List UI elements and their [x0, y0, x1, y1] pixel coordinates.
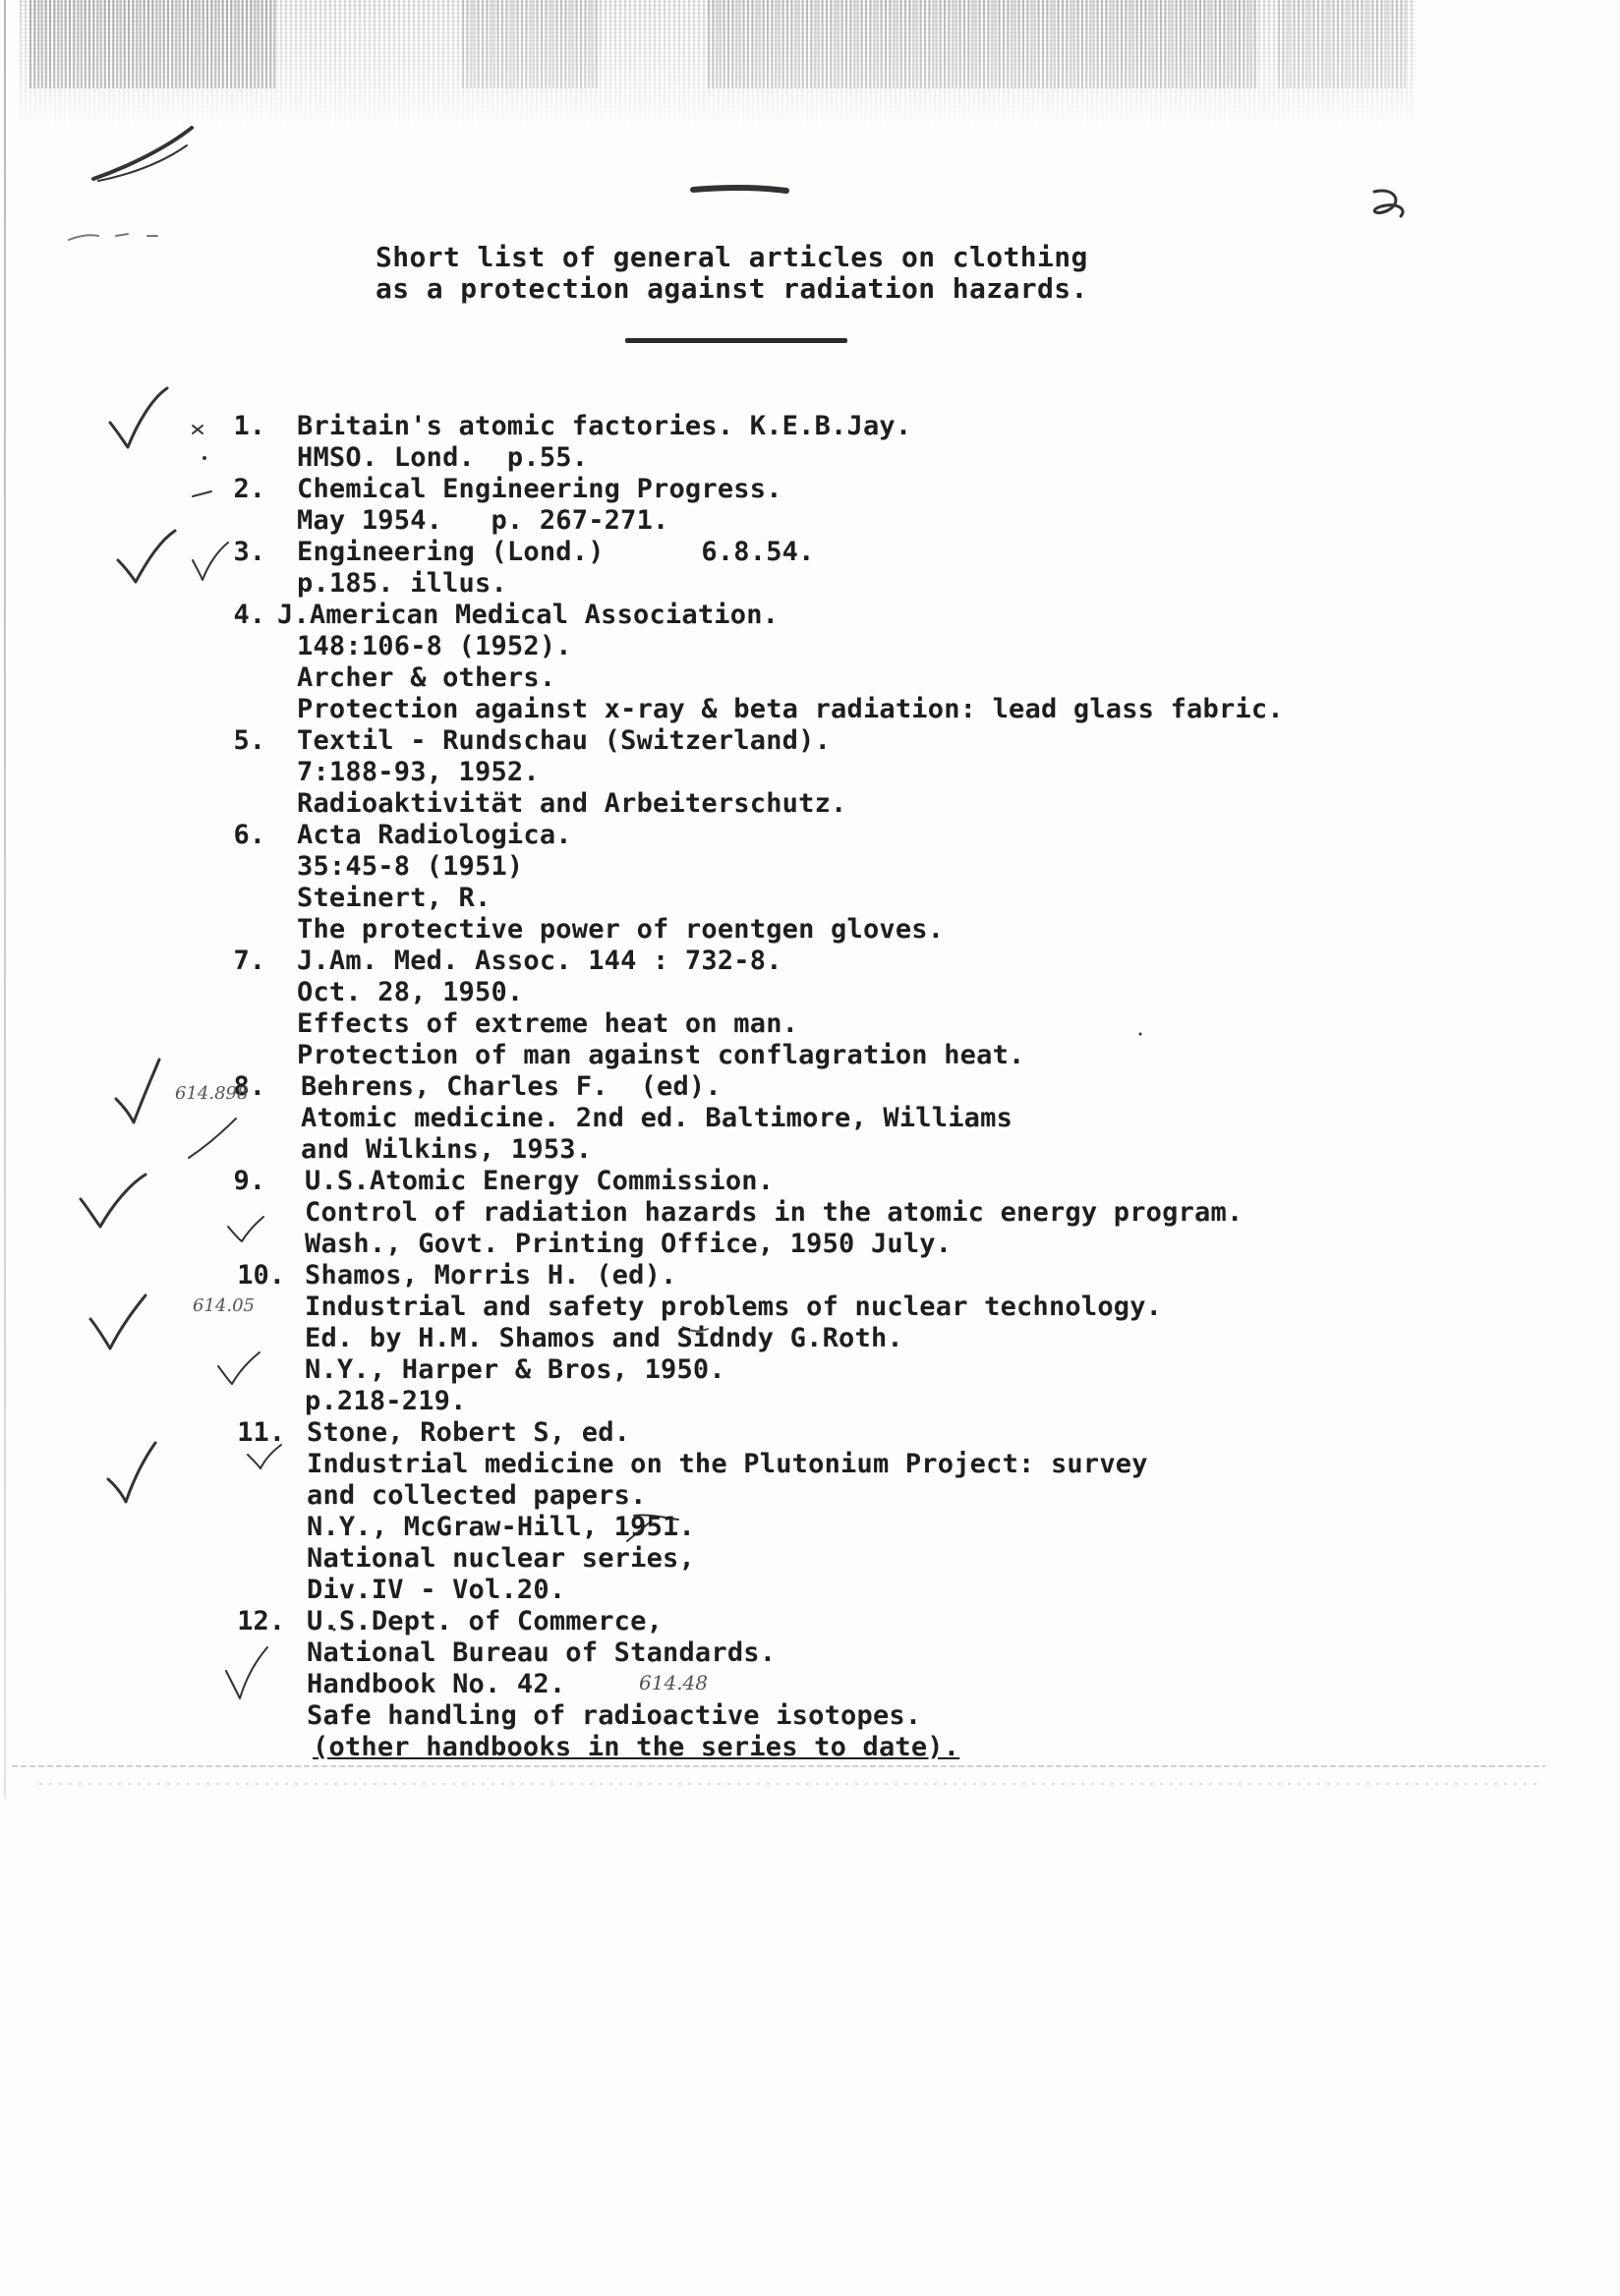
- check-mark-1: [110, 388, 167, 447]
- entry-5-number: 5.: [233, 725, 265, 756]
- check-mark-3: [118, 531, 175, 582]
- entry-12-line-4: Safe handling of radioactive isotopes.: [307, 1700, 922, 1731]
- check-mark-8: [116, 1060, 159, 1122]
- entry-12-line-5: (other handbooks in the series to date).: [313, 1732, 960, 1762]
- entry-11-line-1: Stone, Robert S, ed.: [307, 1417, 631, 1448]
- entry-11-line-5: National nuclear series,: [307, 1543, 695, 1574]
- entry-8-line-2: Atomic medicine. 2nd ed. Baltimore, Williams: [301, 1103, 1013, 1133]
- entry-10-line-4: N.Y., Harper & Bros, 1950.: [305, 1354, 725, 1385]
- title-underline: [625, 338, 847, 343]
- entry-6-line-3: Steinert, R.: [297, 883, 492, 913]
- entry-1-line-2: HMSO. Lond. p.55.: [297, 442, 589, 473]
- entry-9-line-1: U.S.Atomic Energy Commission.: [305, 1166, 775, 1196]
- entry-4-line-3: Archer & others.: [297, 662, 556, 693]
- entry-8-line-3: and Wilkins, 1953.: [301, 1134, 593, 1165]
- entry-11-line-3: and collected papers.: [307, 1480, 647, 1511]
- entry-6-line-2: 35:45-8 (1951): [297, 851, 524, 882]
- entry-4-number: 4.: [233, 600, 265, 630]
- dot-mark: [202, 456, 206, 460]
- entry-3-line-2: p.185. illus.: [297, 568, 507, 599]
- entry-2-line-1: Chemical Engineering Progress.: [297, 474, 782, 504]
- entry-10-number: 10.: [237, 1260, 285, 1291]
- entry-11-line-4: N.Y., McGraw-Hill, 1951.: [307, 1512, 695, 1542]
- entry-7-line-4: Protection of man against conflagration heat.: [297, 1040, 1025, 1070]
- document-title-line-1: Short list of general articles on clothing: [376, 241, 1088, 273]
- entry-11-line-2: Industrial medicine on the Plutonium Project: survey: [307, 1449, 1148, 1479]
- check-mark-12: [226, 1647, 267, 1698]
- check-mark-11: [108, 1443, 155, 1502]
- entry-6-line-4: The protective power of roentgen gloves.: [297, 914, 945, 945]
- pen-line-8: [189, 1119, 236, 1158]
- entry-12-line-1: U.S.Dept. of Commerce,: [307, 1606, 664, 1636]
- dot-mark: [1139, 1033, 1142, 1036]
- document-title-line-2: as a protection against radiation hazards.: [376, 272, 1088, 305]
- entry-2-line-2: May 1954. p. 267-271.: [297, 505, 669, 536]
- pen-stroke-mark: [93, 128, 192, 179]
- entry-11-number: 11.: [237, 1417, 285, 1448]
- pen-stroke-mark: [98, 145, 187, 181]
- entry-10-line-2: Industrial and safety problems of nuclear technology.: [305, 1292, 1163, 1322]
- handwritten-note-10: 614.05: [193, 1295, 255, 1316]
- entry-4-line-1: J.American Medical Association.: [277, 600, 780, 630]
- entry-10-line-1: Shamos, Morris H. (ed).: [305, 1260, 677, 1291]
- entry-9-line-2: Control of radiation hazards in the atomic energy program.: [305, 1197, 1244, 1228]
- entry-4-line-4: Protection against x-ray & beta radiation: lead glass fabric.: [297, 694, 1284, 724]
- entry-1-line-1: Britain's atomic factories. K.E.B.Jay.: [297, 411, 912, 441]
- entry-7-line-1: J.Am. Med. Assoc. 144 : 732-8.: [297, 946, 782, 976]
- entry-10-line-3: Ed. by H.M. Shamos and Sidndy G.Roth.: [305, 1323, 903, 1353]
- entry-6-line-1: Acta Radiologica.: [297, 820, 572, 850]
- entry-8-number: 8.: [233, 1071, 265, 1102]
- check-mark-9b: [228, 1217, 263, 1241]
- entry-12-line-3: Handbook No. 42.: [307, 1669, 566, 1699]
- entry-5-line-1: Textil - Rundschau (Switzerland).: [297, 725, 832, 756]
- entry-6-number: 6.: [233, 820, 265, 850]
- entry-3-number: 3.: [233, 537, 265, 567]
- entry-12-line-2: National Bureau of Standards.: [307, 1637, 777, 1668]
- check-mark-10: [90, 1295, 145, 1349]
- entry-12-number: 12.: [237, 1606, 285, 1636]
- entry-5-line-3: Radioaktivität and Arbeiterschutz.: [297, 788, 847, 819]
- entry-10-line-5: p.218-219.: [305, 1386, 467, 1416]
- entry-1-number: 1.: [233, 411, 265, 441]
- entry-7-line-3: Effects of extreme heat on man.: [297, 1008, 799, 1039]
- entry-3-line-1: Engineering (Lond.) 6.8.54.: [297, 537, 815, 567]
- check-mark-9: [81, 1175, 145, 1227]
- entry-7-number: 7.: [233, 946, 265, 976]
- check-mark-10b: [218, 1352, 260, 1384]
- entry-5-line-2: 7:188-93, 1952.: [297, 757, 540, 787]
- entry-8-line-1: Behrens, Charles F. (ed).: [301, 1071, 722, 1102]
- entry-9-number: 9.: [233, 1166, 265, 1196]
- entry-4-line-2: 148:106-8 (1952).: [297, 631, 572, 661]
- handwritten-note-12: 614.48: [639, 1671, 708, 1694]
- page-number-handwritten: [1361, 175, 1389, 225]
- pen-scribble: [69, 234, 157, 240]
- entry-11-line-6: Div.IV - Vol.20.: [307, 1575, 566, 1605]
- entry-9-line-3: Wash., Govt. Printing Office, 1950 July.: [305, 1229, 953, 1259]
- handwritten-note-8: 614.898: [175, 1083, 249, 1104]
- entry-7-line-2: Oct. 28, 1950.: [297, 977, 524, 1007]
- entry-2-number: 2.: [233, 474, 265, 504]
- dash-mark: [693, 188, 786, 191]
